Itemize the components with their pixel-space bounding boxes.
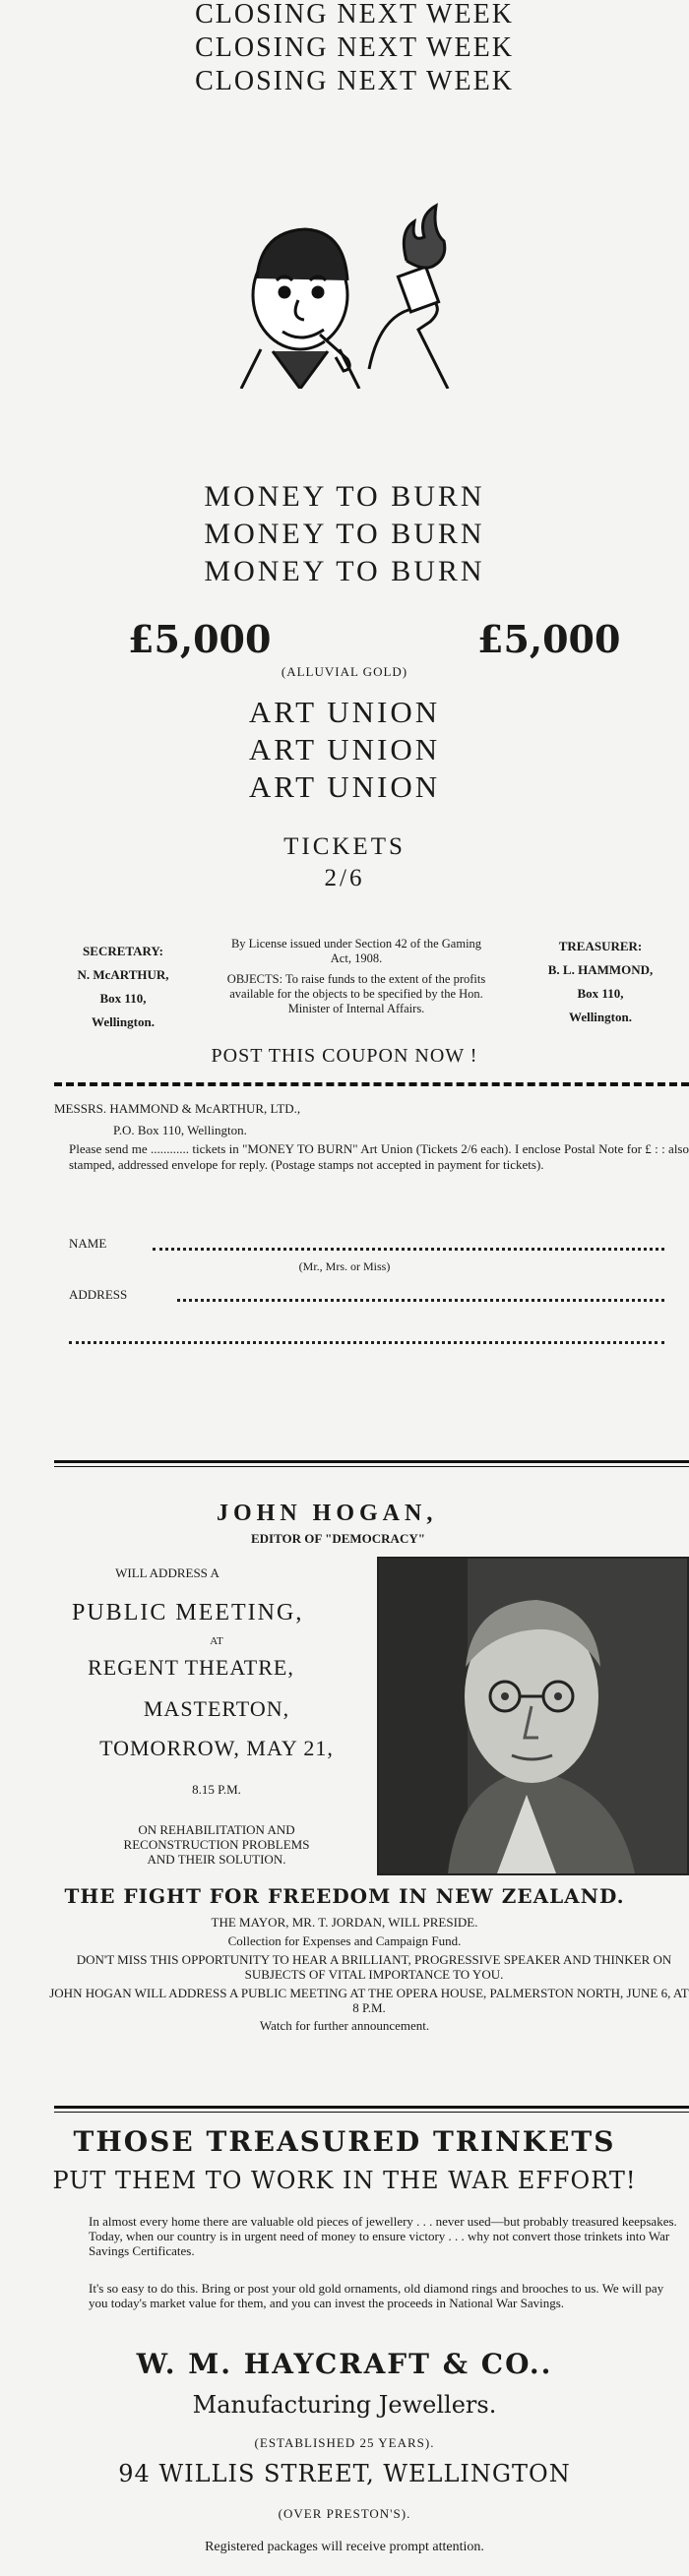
coupon-to: MESSRS. HAMMOND & McARTHUR, LTD., — [54, 1101, 301, 1116]
treasurer-block — [522, 935, 679, 1029]
money-line: MONEY TO BURN — [204, 555, 485, 587]
secretary-box: Box 110, — [99, 991, 147, 1006]
closing-line: CLOSING NEXT WEEK — [195, 0, 514, 30]
haycraft-over: (OVER PRESTON'S). — [278, 2506, 411, 2521]
hogan-meeting: PUBLIC MEETING, — [72, 1600, 304, 1625]
divider — [54, 2112, 689, 2113]
money-block — [0, 478, 689, 590]
coupon-name-field[interactable] — [153, 1248, 664, 1251]
hogan-date: TOMORROW, MAY 21, — [99, 1736, 334, 1760]
artunion-line: ART UNION — [248, 769, 441, 804]
hogan-venue: REGENT THEATRE, — [88, 1655, 294, 1680]
hogan-town: MASTERTON, — [143, 1696, 290, 1721]
hogan-editor: EDITOR OF "DEMOCRACY" — [251, 1531, 425, 1546]
artunion-block — [0, 694, 689, 806]
hogan-name: JOHN HOGAN, — [217, 1501, 438, 1526]
haycraft-address: 94 WILLIS STREET, WELLINGTON — [118, 2460, 571, 2487]
coupon-name-label: NAME — [69, 1236, 107, 1251]
license-text: By License issued under Section 42 of the Gaming Act, 1908. — [230, 937, 482, 965]
hogan-at: AT — [210, 1635, 223, 1647]
money-line: MONEY TO BURN — [204, 518, 485, 550]
coupon-top-border — [54, 1082, 689, 1086]
money-burning-illustration — [221, 202, 458, 389]
secretary-name: N. McARTHUR, — [77, 967, 169, 982]
hogan-watch: Watch for further announcement. — [259, 2018, 430, 2033]
treasurer-label: TREASURER: — [558, 939, 643, 953]
artunion-line: ART UNION — [248, 732, 441, 767]
treasurer-city: Wellington. — [569, 1010, 632, 1024]
hogan-mayor: THE MAYOR, MR. T. JORDAN, WILL PRESIDE. — [211, 1915, 478, 1930]
hogan-fight: THE FIGHT FOR FREEDOM IN NEW ZEALAND. — [64, 1884, 625, 1908]
hogan-portrait — [377, 1557, 689, 1875]
money-line: MONEY TO BURN — [204, 480, 485, 513]
coupon-heading: POST THIS COUPON NOW ! — [211, 1045, 478, 1067]
hogan-topic: ON REHABILITATION AND RECONSTRUCTION PROBLEMS AND THEIR SOLUTION. — [123, 1822, 310, 1867]
artunion-line: ART UNION — [248, 695, 441, 729]
hogan-dontmiss: DON'T MISS THIS OPPORTUNITY TO HEAR A BRILLIANT, PROGRESSIVE SPEAKER AND THINKER ON SUBJECTS OF VITAL IMPORTANCE TO YOU. — [76, 1952, 672, 1982]
secretary-label: SECRETARY: — [83, 944, 163, 958]
secretary-block — [49, 940, 197, 1034]
haycraft-company: W. M. HAYCRAFT & CO.. — [136, 2348, 553, 2380]
hogan-time: 8.15 P.M. — [192, 1782, 241, 1797]
closing-line: CLOSING NEXT WEEK — [195, 66, 514, 96]
secretary-city: Wellington. — [92, 1014, 155, 1029]
coupon-address-label: ADDRESS — [69, 1287, 128, 1302]
coupon-name-hint: (Mr., Mrs. or Miss) — [298, 1259, 391, 1273]
coupon-address-field[interactable] — [177, 1299, 664, 1302]
tickets-price: 2/6 — [324, 865, 365, 891]
hogan-collection: Collection for Expenses and Campaign Fund. — [227, 1933, 462, 1948]
haycraft-para2: It's so easy to do this. Bring or post your old gold ornaments, old diamond rings and brooches to us. We will pay you today's market value for them, and you can invest the proceeds in National War Savings. — [89, 2281, 664, 2310]
divider — [54, 1466, 689, 1467]
objects-text: OBJECTS: To raise funds to the extent of the profits available for the objects to be specified by the Hon. Minister of Internal Affairs. — [226, 972, 486, 1015]
hogan-will: WILL ADDRESS A — [115, 1565, 219, 1580]
treasurer-box: Box 110, — [577, 986, 624, 1001]
coupon-box: P.O. Box 110, Wellington. — [113, 1123, 247, 1137]
treasurer-name: B. L. HAMMOND, — [547, 962, 654, 977]
prize-right: £5,000 — [477, 617, 621, 661]
hogan-left-column — [54, 1564, 379, 1867]
tickets-title: TICKETS — [283, 833, 406, 860]
closing-block — [148, 0, 561, 98]
haycraft-title: THOSE TREASURED TRINKETS — [73, 2125, 616, 2158]
haycraft-established: (ESTABLISHED 25 YEARS). — [254, 2435, 435, 2450]
closing-line: CLOSING NEXT WEEK — [195, 32, 514, 63]
coupon-address-field-2[interactable] — [69, 1341, 664, 1344]
haycraft-trade: Manufacturing Jewellers. — [192, 2391, 497, 2419]
prize-note: (ALLUVIAL GOLD) — [281, 664, 408, 679]
coupon-body: Please send me ............ tickets in "MONEY TO BURN" Art Union (Tickets 2/6 each). I enclose Postal Note for £ : : also stamped, addressed envelope for reply. (Postage stamps not accepted in payment for tickets). — [69, 1141, 689, 1172]
hogan-opera: JOHN HOGAN WILL ADDRESS A PUBLIC MEETING AT THE OPERA HOUSE, PALMERSTON NORTH, JUNE 6, AT 8 P.M. — [49, 1986, 689, 2015]
haycraft-registered: Registered packages will receive prompt attention. — [205, 2540, 484, 2554]
divider — [54, 2106, 689, 2109]
haycraft-subtitle: PUT THEM TO WORK IN THE WAR EFFORT! — [52, 2167, 637, 2194]
haycraft-para1: In almost every home there are valuable old pieces of jewellery . . . never used—but probably treasured keepsakes. Today, when our country is in urgent need of money to ensure victory . . . why not convert those trinkets into War Savings Certificates. — [89, 2214, 677, 2258]
divider — [54, 1460, 689, 1463]
license-block — [224, 937, 488, 1016]
prize-left: £5,000 — [128, 617, 272, 661]
